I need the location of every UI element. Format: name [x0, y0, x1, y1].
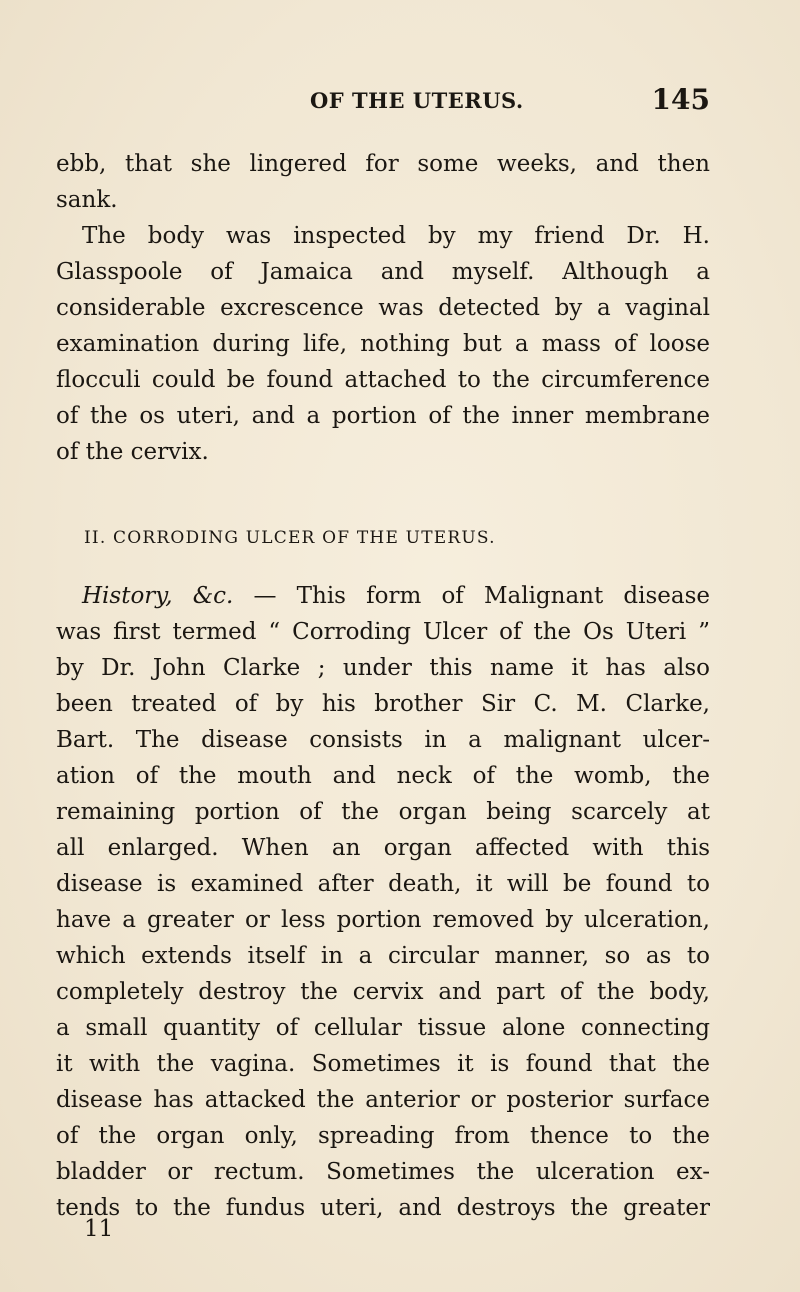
text-line: The body was inspected by my friend Dr. H.: [82, 223, 710, 249]
page-number: 145: [651, 83, 710, 116]
signature-mark: 11: [84, 1216, 114, 1242]
text-line: of the os uteri, and a portion of the inner membrane: [56, 403, 710, 429]
text-line: disease has attacked the anterior or posterior surface: [56, 1087, 710, 1113]
text-line: was first termed “ Corroding Ulcer of the Os Uteri ”: [56, 619, 710, 645]
text-line: completely destroy the cervix and part of the body,: [56, 979, 710, 1005]
text-line: ebb, that she lingered for some weeks, and then: [56, 151, 710, 177]
text-line: a small quantity of cellular tissue alone connecting: [56, 1015, 710, 1041]
text-line: of the cervix.: [56, 439, 209, 465]
text-line: examination during life, nothing but a mass of loose: [56, 331, 710, 357]
running-head: [56, 83, 710, 122]
text-line: have a greater or less portion removed by ulceration,: [56, 907, 710, 933]
text-line: bladder or rectum. Sometimes the ulceration ex-: [56, 1159, 710, 1185]
text-line: of the organ only, spreading from thence to the: [56, 1123, 710, 1149]
running-title: OF THE UTERUS.: [310, 88, 524, 113]
section-heading: II. CORRODING ULCER OF THE UTERUS.: [84, 528, 496, 548]
text-line: Bart. The disease consists in a malignant ulcer-: [56, 727, 710, 753]
text-line: sank.: [56, 187, 118, 213]
text-line: by Dr. John Clarke ; under this name it has also: [56, 655, 710, 681]
text-line: been treated of by his brother Sir C. M. Clarke,: [56, 691, 710, 717]
text-line: considerable excrescence was detected by a vaginal: [56, 295, 710, 321]
text-line: remaining portion of the organ being scarcely at: [56, 799, 710, 825]
text-line: all enlarged. When an organ affected with this: [56, 835, 710, 861]
lead-italic: History, &c.: [82, 583, 234, 609]
text-line: flocculi could be found attached to the circumference: [56, 367, 710, 393]
text-line: it with the vagina. Sometimes it is found that the: [56, 1051, 710, 1077]
text-line: Glasspoole of Jamaica and myself. Although a: [56, 259, 710, 285]
text-line: ation of the mouth and neck of the womb, the: [56, 763, 710, 789]
text-line: tends to the fundus uteri, and destroys the greater: [56, 1195, 710, 1221]
text-line: disease is examined after death, it will be found to: [56, 871, 710, 897]
paragraph-lead-line: [82, 578, 710, 614]
text-line: which extends itself in a circular manner, so as to: [56, 943, 710, 969]
lead-rest: — This form of Malignant disease: [233, 583, 710, 609]
